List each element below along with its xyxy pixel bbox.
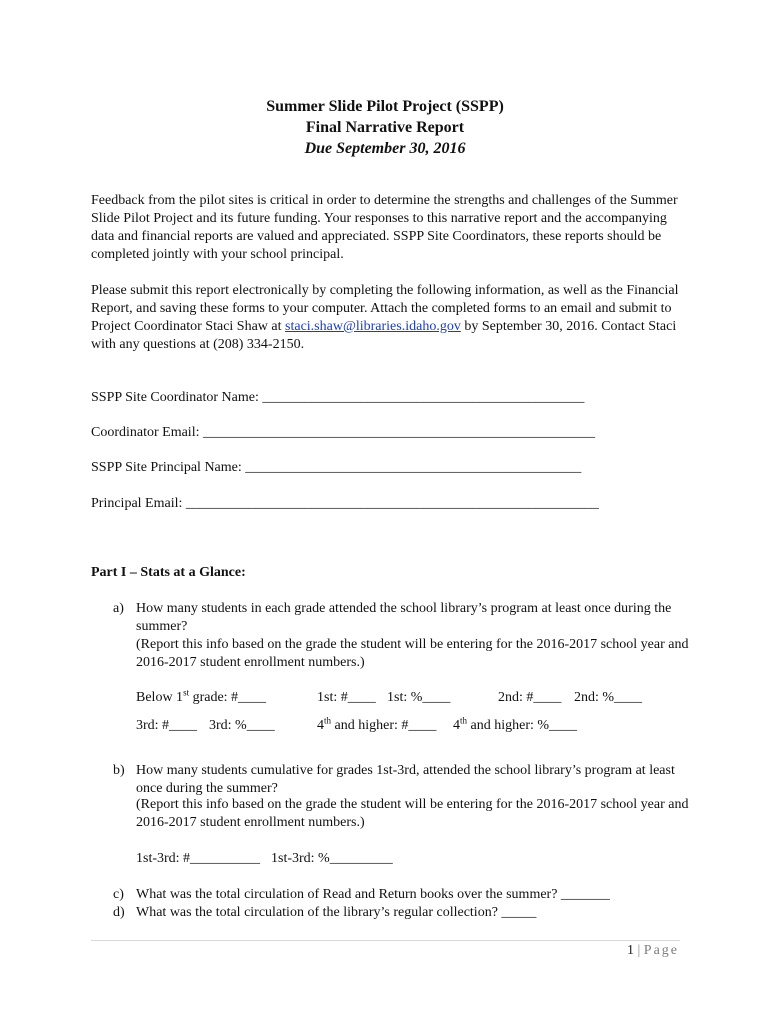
below1-sup: st: [183, 687, 190, 698]
report-header: [0, 96, 770, 159]
fourth-pct-blank: and higher: %____: [467, 718, 578, 733]
footer-divider: [91, 940, 680, 941]
question-a-text: How many students in each grade attended the school library’s program at least once during the summer?: [136, 601, 672, 634]
intro-paragraph-submit: [91, 282, 691, 354]
question-d-label: d): [113, 905, 125, 920]
fourth-pct-sup: th: [460, 715, 468, 726]
coordinator-email-field[interactable]: Coordinator Email: ________________________________________________________: [91, 425, 595, 440]
below1-blank: grade: #____: [189, 690, 267, 705]
question-a-label: a): [113, 601, 124, 616]
fourth-higher-percent[interactable]: [453, 717, 577, 735]
fourth-count-text: 4: [317, 718, 324, 733]
due-date: Due September 30, 2016: [304, 140, 466, 157]
question-c-text[interactable]: What was the total circulation of Read and Return books over the summer? _______: [136, 887, 610, 902]
grades-1-3-percent[interactable]: 1st-3rd: %_________: [271, 851, 393, 866]
page-label: Page: [643, 943, 679, 958]
coordinator-name-field[interactable]: SSPP Site Coordinator Name: ______________________________________________: [91, 390, 585, 405]
part1-heading: Part I – Stats at a Glance:: [91, 565, 246, 580]
page-footer: [627, 943, 679, 959]
question-d-text[interactable]: What was the total circulation of the library’s regular collection? _____: [136, 905, 537, 920]
intro-paragraph-feedback: Feedback from the pilot sites is critical in order to determine the strengths and challenges of the Summer Slide Pilot Project and its future funding. Your responses to this narrative report and the accompanying data and financial reports are valued and appreciated. SSPP Site Coordinators, these reports should be completed jointly with your school principal.: [91, 193, 678, 262]
question-a-note: (Report this info based on the grade the student will be entering for the 2016-2017 school year and 2016-2017 student enrollment numbers.): [136, 637, 689, 670]
third-grade-count[interactable]: 3rd: #____: [136, 718, 198, 733]
question-b-label: b): [113, 763, 125, 778]
second-grade-count[interactable]: 2nd: #____: [498, 690, 562, 705]
second-grade-percent[interactable]: 2nd: %____: [574, 690, 643, 705]
report-title: Final Narrative Report: [305, 119, 465, 136]
first-grade-count[interactable]: 1st: #____: [317, 690, 376, 705]
fourth-count-sup: th: [324, 715, 332, 726]
submit-text-end: by September 30, 2016. Contact Staci with any questions at (208) 334-2150.: [91, 319, 677, 352]
question-b-note: (Report this info based on the grade the student will be entering for the 2016-2017 school year and 2016-2017 student enrollment numbers.): [136, 797, 689, 830]
page-separator: |: [637, 943, 641, 958]
page-number: 1: [626, 943, 634, 958]
project-title: Summer Slide Pilot Project (SSPP): [266, 98, 504, 115]
third-grade-percent[interactable]: 3rd: %____: [209, 718, 275, 733]
submit-text-start: Please submit this report electronically by completing the following information, as well as the Financial Report, and saving these forms to your computer. Attach the completed forms to an email and submit to Project Coordinator Staci Shaw at: [91, 283, 679, 334]
below1-text: Below 1: [136, 690, 184, 705]
principal-name-field[interactable]: SSPP Site Principal Name: ________________________________________________: [91, 460, 582, 475]
grades-1-3-count[interactable]: 1st-3rd: #__________: [136, 851, 261, 866]
below-first-grade-count[interactable]: [136, 689, 266, 707]
principal-email-field[interactable]: Principal Email: ___________________________________________________________: [91, 496, 599, 511]
question-b-text: How many students cumulative for grades 1st-3rd, attended the school library’s program at least once during the summer?: [136, 763, 675, 796]
fourth-pct-text: 4: [453, 718, 460, 733]
question-c-label: c): [113, 887, 124, 902]
fourth-count-blank: and higher: #____: [331, 718, 437, 733]
first-grade-percent[interactable]: 1st: %____: [387, 690, 451, 705]
fourth-higher-count[interactable]: [317, 717, 436, 735]
coordinator-email-link[interactable]: staci.shaw@libraries.idaho.gov: [285, 319, 461, 334]
